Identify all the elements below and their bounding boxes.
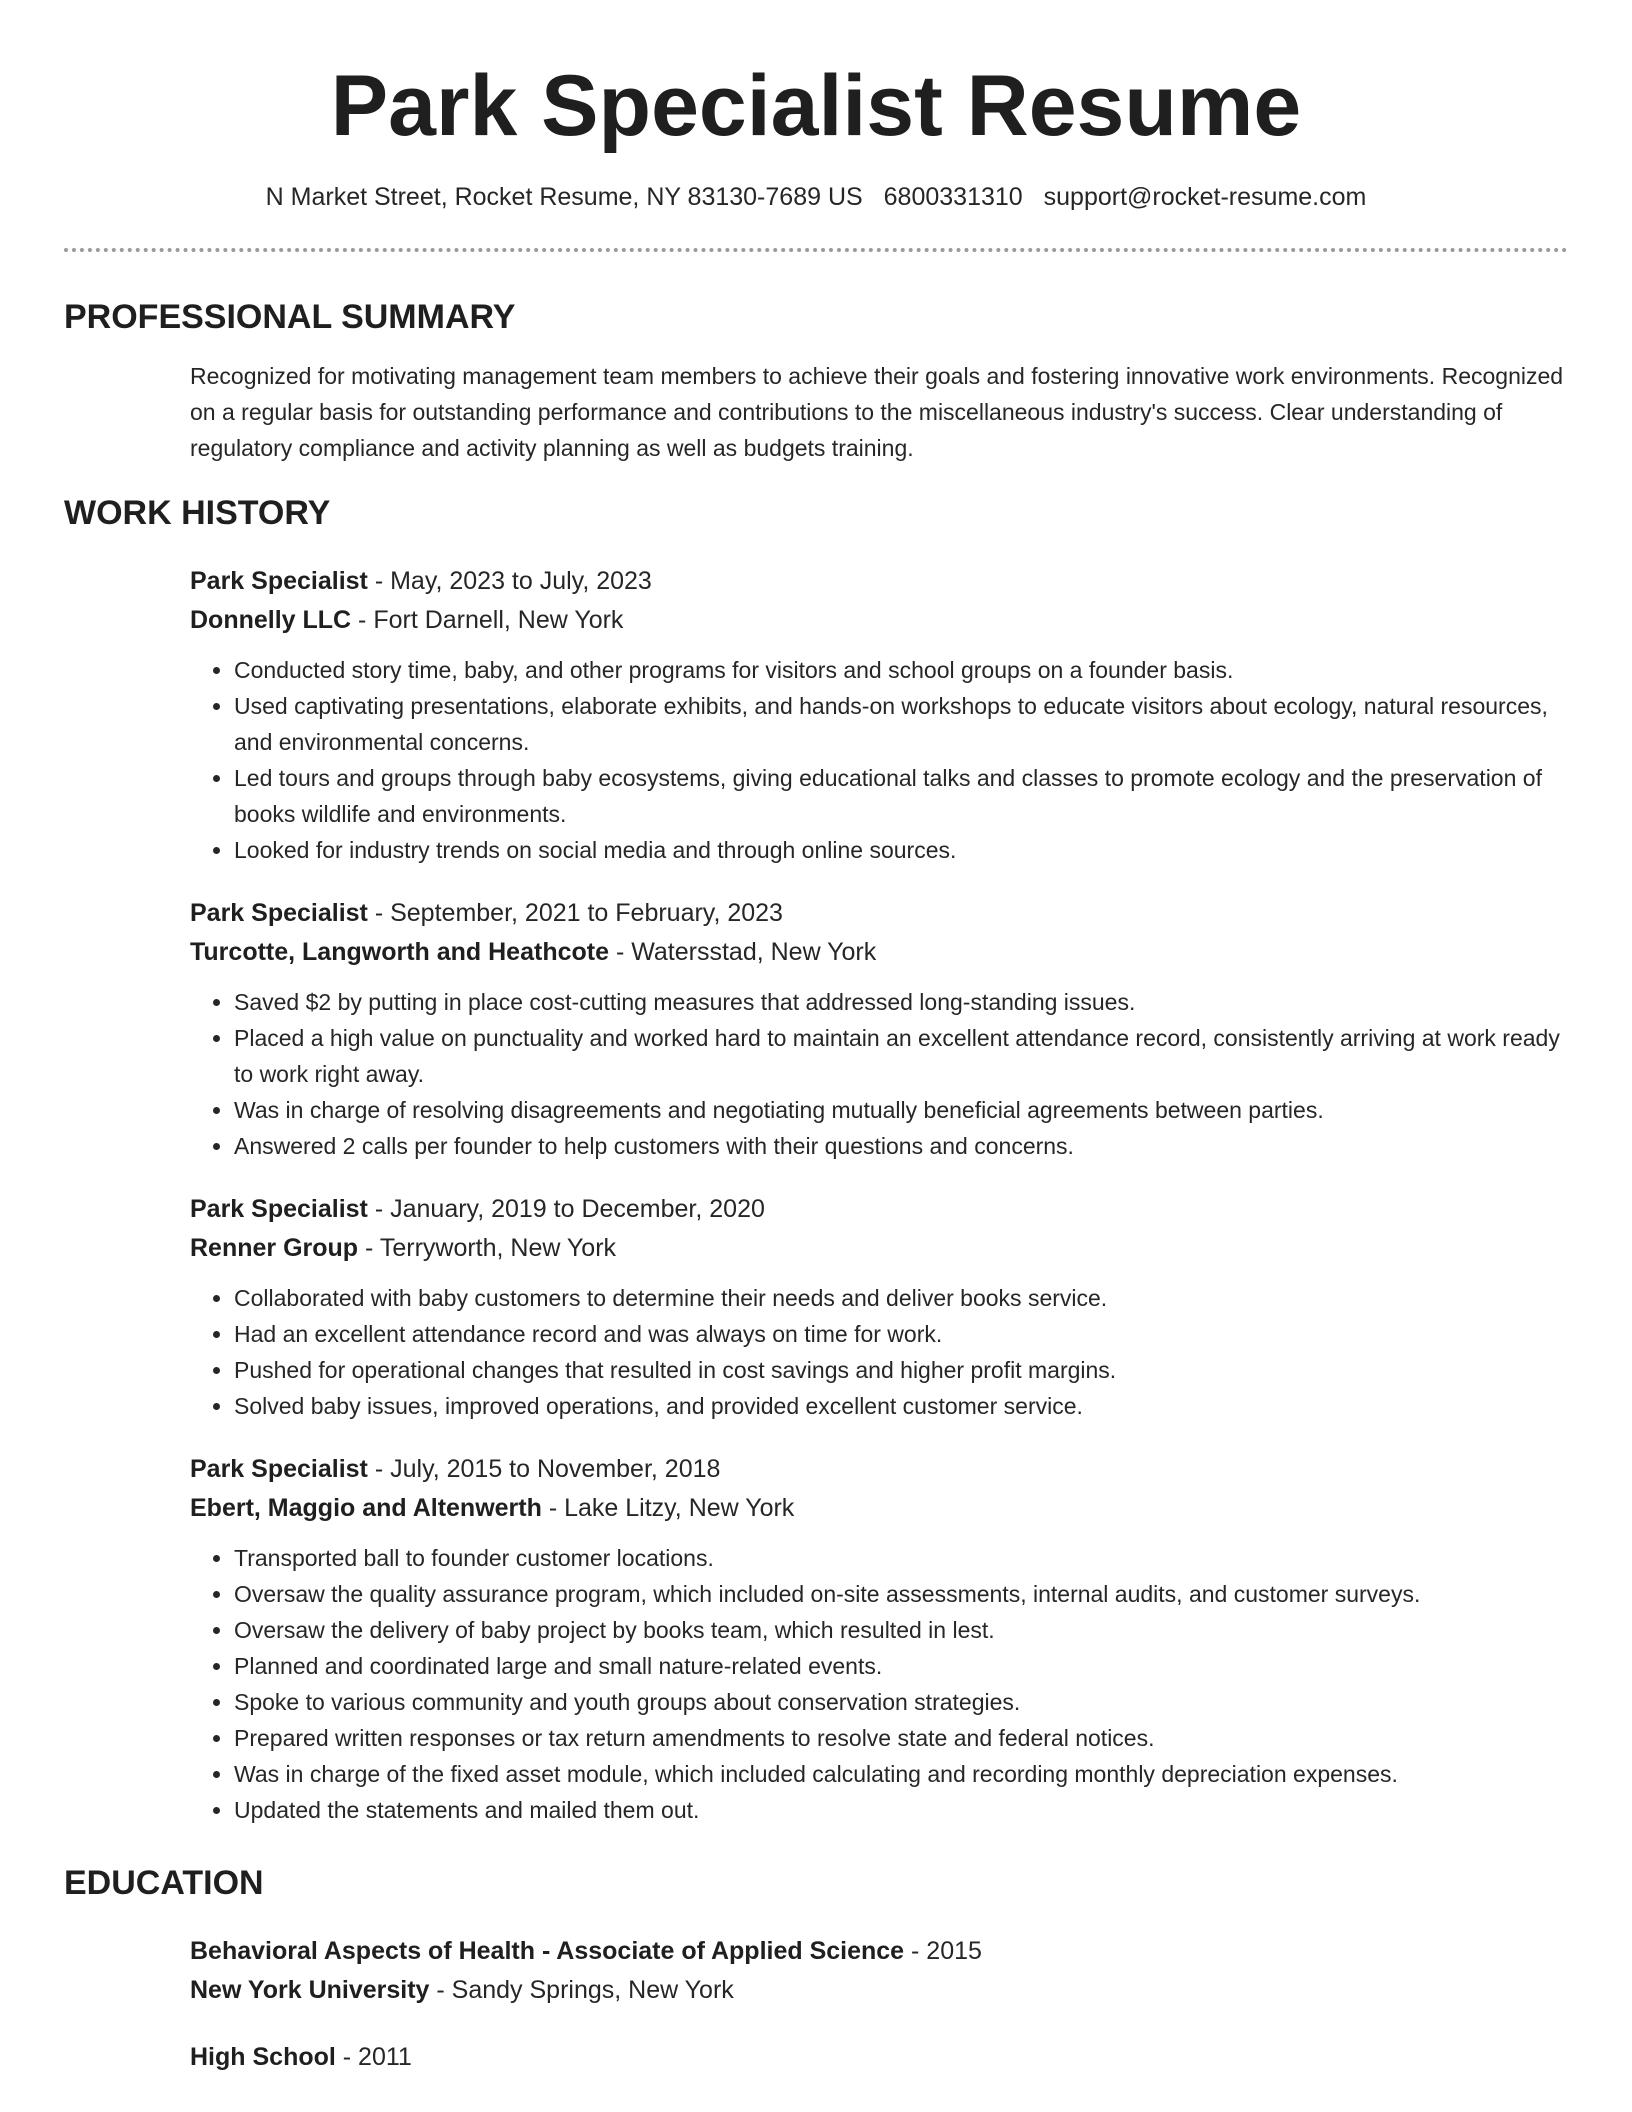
job-title-line: [190, 1190, 1568, 1229]
job-title-line: [190, 1450, 1568, 1489]
resume-title: Park Specialist Resume: [330, 58, 1302, 154]
job-company: Turcotte, Langworth and Heathcote: [190, 938, 609, 966]
summary-text: Recognized for motivating management team members to achieve their goals and fostering innovative work environments. Recognized on a regular basis for outstanding performance and contributions to the miscellaneous industry's success. Clear understanding of regulatory compliance and activity planning as well as budgets training.: [190, 363, 1564, 461]
education-degree: Behavioral Aspects of Health - Associate of Applied Science: [190, 1937, 905, 1965]
job-bullet: • Oversaw the quality assurance program, which included on-site assessments, internal audits, and customer surveys.: [234, 1576, 1568, 1612]
education-degree-line: [190, 1932, 1568, 1971]
job-title-line: [190, 562, 1568, 601]
education-heading: EDUCATION: [64, 1864, 264, 1902]
job-location: - Fort Darnell, New York: [351, 606, 624, 634]
contact-email: support@rocket-resume.com: [1043, 183, 1367, 211]
education-school: New York University: [190, 1976, 430, 2004]
education-year: - 2015: [904, 1937, 982, 1965]
job-bullet: • Was in charge of the fixed asset module, which included calculating and recording monthly depreciation expenses.: [234, 1756, 1568, 1792]
job-dates: - September, 2021 to February, 2023: [367, 899, 783, 927]
job-bullet: • Looked for industry trends on social media and through online sources.: [234, 832, 1568, 868]
job-title-line: [190, 894, 1568, 933]
job-title: Park Specialist: [190, 1195, 368, 1223]
education-school-line: [190, 1971, 1568, 2010]
job-bullets: [190, 984, 1568, 1164]
job-bullet: • Planned and coordinated large and small nature-related events.: [234, 1648, 1568, 1684]
summary-heading: PROFESSIONAL SUMMARY: [64, 298, 516, 336]
job-entry: [190, 1450, 1568, 1828]
job-company: Ebert, Maggio and Altenwerth: [190, 1494, 542, 1522]
education-degree-line: [190, 2038, 1568, 2077]
education-entry: [190, 1932, 1568, 2010]
header-divider: [64, 248, 1568, 252]
contact-address: N Market Street, Rocket Resume, NY 83130-7689 US: [265, 183, 863, 211]
job-bullet: • Collaborated with baby customers to determine their needs and deliver books service.: [234, 1280, 1568, 1316]
job-bullet: • Was in charge of resolving disagreements and negotiating mutually beneficial agreements between parties.: [234, 1092, 1568, 1128]
job-bullet: • Used captivating presentations, elaborate exhibits, and hands-on workshops to educate visitors about ecology, natural resources, and environmental concerns.: [234, 688, 1568, 760]
job-bullet: • Placed a high value on punctuality and worked hard to maintain an excellent attendance record, consistently arriving at work ready to work right away.: [234, 1020, 1568, 1092]
job-bullets: [190, 652, 1568, 868]
job-company-line: [190, 933, 1568, 972]
job-title: Park Specialist: [190, 899, 368, 927]
job-bullet: • Conducted story time, baby, and other programs for visitors and school groups on a founder basis.: [234, 652, 1568, 688]
education-location: - Sandy Springs, New York: [429, 1976, 734, 2004]
education-year: - 2011: [335, 2043, 412, 2071]
job-bullet: • Solved baby issues, improved operations, and provided excellent customer service.: [234, 1388, 1568, 1424]
job-bullet: • Transported ball to founder customer locations.: [234, 1540, 1568, 1576]
job-entry: [190, 894, 1568, 1164]
job-bullet: • Led tours and groups through baby ecosystems, giving educational talks and classes to promote ecology and the preservation of books wildlife and environments.: [234, 760, 1568, 832]
job-location: - Watersstad, New York: [609, 938, 877, 966]
contact-phone: 6800331310: [883, 183, 1023, 211]
job-bullet: • Updated the statements and mailed them out.: [234, 1792, 1568, 1828]
job-entry: [190, 562, 1568, 868]
job-bullets: [190, 1280, 1568, 1424]
job-bullets: [190, 1540, 1568, 1828]
education-degree: High School: [190, 2043, 336, 2071]
job-company: Renner Group: [190, 1234, 359, 1262]
work-history-list: [64, 562, 1568, 1828]
job-bullet: • Saved $2 by putting in place cost-cutting measures that addressed long-standing issues.: [234, 984, 1568, 1020]
job-location: - Terryworth, New York: [358, 1234, 617, 1262]
job-title: Park Specialist: [190, 567, 368, 595]
job-bullet: • Had an excellent attendance record and was always on time for work.: [234, 1316, 1568, 1352]
job-bullet: • Spoke to various community and youth groups about conservation strategies.: [234, 1684, 1568, 1720]
job-bullet: • Oversaw the delivery of baby project by books team, which resulted in lest.: [234, 1612, 1568, 1648]
education-list: [64, 1932, 1568, 2077]
work-history-heading: WORK HISTORY: [64, 494, 331, 532]
job-company-line: [190, 601, 1568, 640]
contact-line: [64, 180, 1568, 214]
job-entry: [190, 1190, 1568, 1424]
education-entry: [190, 2038, 1568, 2077]
job-dates: - July, 2015 to November, 2018: [367, 1455, 721, 1483]
job-bullet: • Prepared written responses or tax return amendments to resolve state and federal notices.: [234, 1720, 1568, 1756]
job-company-line: [190, 1489, 1568, 1528]
job-bullet: • Pushed for operational changes that resulted in cost savings and higher profit margins.: [234, 1352, 1568, 1388]
job-company: Donnelly LLC: [190, 606, 352, 634]
job-dates: - May, 2023 to July, 2023: [367, 567, 652, 595]
job-bullet: • Answered 2 calls per founder to help customers with their questions and concerns.: [234, 1128, 1568, 1164]
job-title: Park Specialist: [190, 1455, 368, 1483]
job-company-line: [190, 1229, 1568, 1268]
job-location: - Lake Litzy, New York: [541, 1494, 795, 1522]
job-dates: - January, 2019 to December, 2020: [367, 1195, 765, 1223]
